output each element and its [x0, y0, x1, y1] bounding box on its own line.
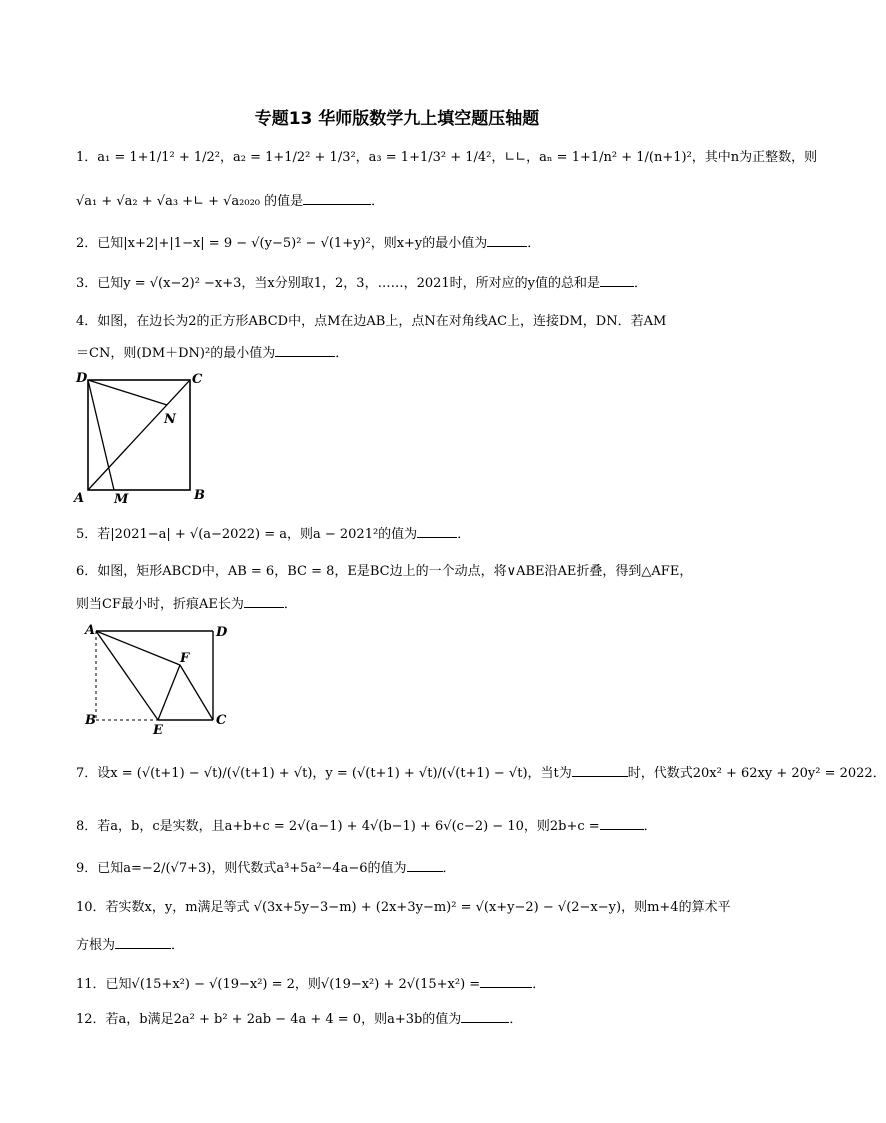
answer-blank[interactable] [480, 973, 532, 988]
question-8 [76, 815, 726, 837]
question-end: ． [371, 194, 385, 209]
label-n: N [164, 412, 176, 427]
question-12 [76, 1008, 726, 1030]
fold-ae [96, 631, 158, 720]
question-end: ． [171, 938, 185, 953]
question-text: 5．若|2021−a| + √(a−2022) = a，则a − 2021²的值为 [76, 527, 418, 542]
label-c: C [192, 372, 203, 387]
question-text: 6．如图，矩形ABCD中，AB = 6，BC = 8，E是BC边上的一个动点，将∨ABE沿AE折叠，得到△AFE， [76, 564, 693, 579]
question-end: ． [509, 1012, 523, 1027]
page-title: 专题13 华师版数学九上填空题压轴题 [254, 109, 540, 129]
answer-blank[interactable] [600, 272, 634, 287]
segment-fc [180, 665, 213, 720]
question-text: 12．若a，b满足2a² + b² + 2ab − 4a + 4 = 0，则a+3b的值为 [76, 1012, 462, 1027]
question-1-line-2 [76, 190, 726, 212]
question-end: ． [283, 597, 297, 612]
question-text: 3．已知y = √(x−2)² −x+3，当x分别取1，2，3，……，2021时，所对应的y值的总和是 [76, 276, 600, 291]
figure-square-abcd [70, 368, 210, 510]
label-d: D [216, 625, 228, 640]
label-d: D [76, 371, 88, 386]
question-end: ． [442, 861, 456, 876]
question-2 [76, 232, 726, 254]
answer-blank[interactable] [275, 342, 335, 357]
question-text: 8．若a，b，c是实数，且a+b+c = 2√(a−1) + 4√(b−1) + 6√(c−2) − 10，则2b+c = [76, 819, 600, 834]
question-end: ． [532, 977, 546, 992]
label-c: C [216, 713, 227, 728]
question-10-line-2 [76, 934, 726, 956]
question-11 [76, 973, 726, 995]
question-text: 9．已知a=−2/(√7+3)，则代数式a³+5a²−4a−6的值为 [76, 861, 407, 876]
question-6-line-2 [76, 593, 726, 615]
question-text: 4．如图，在边长为2的正方形ABCD中，点M在边AB上，点N在对角线AC上，连接DM，DN．若AM [76, 314, 667, 329]
question-end: ． [335, 346, 349, 361]
question-3 [76, 272, 726, 294]
label-f: F [180, 651, 190, 666]
question-text: 7．设x = (√(t+1) − √t)/(√(t+1) + √t)，y = (√(t+1) + √t)/(√(t+1) − √t)，当t为 [76, 766, 572, 781]
segment-dm [88, 380, 114, 490]
label-m: M [114, 492, 129, 507]
segment-dn [88, 380, 167, 405]
question-text: √a₁ + √a₂ + √a₃ +∟ + √a₂₀₂₀ 的值是 [76, 194, 304, 209]
label-e: E [153, 723, 163, 738]
answer-blank[interactable] [572, 762, 628, 777]
question-tail: 时，代数式20x² + 62xy + 20y² = 2022． [627, 766, 886, 781]
question-5 [76, 523, 726, 545]
question-text: 10．若实数x，y，m满足等式 √(3x+5y−3−m) + (2x+3y−m)² = √(x+y−2) − √(2−x−y)，则m+4的算术平 [76, 900, 731, 915]
answer-blank[interactable] [407, 857, 443, 872]
question-text: 11．已知√(15+x²) − √(19−x²) = 2，则√(19−x²) + 2√(15+x²) = [76, 977, 481, 992]
question-text: 1．a₁ = 1+1/1² + 1/2²，a₂ = 1+1/2² + 1/3²，a₃ = 1+1/3² + 1/4²，∟∟，aₙ = 1+1/n² + 1/(n+1)²，其中n为正整数，则 [76, 150, 818, 165]
question-text: 方根为 [76, 938, 116, 953]
answer-blank[interactable] [303, 190, 371, 205]
question-text: 2．已知|x+2|+|1−x| = 9 − √(y−5)² − √(1+y)²，则x+y的最小值为 [76, 236, 488, 251]
answer-blank[interactable] [487, 232, 527, 247]
answer-blank[interactable] [417, 523, 457, 538]
question-7 [76, 762, 886, 784]
question-4-line-1 [76, 312, 726, 332]
label-b: B [85, 713, 96, 728]
question-1-line-1 [76, 148, 818, 168]
label-a: A [74, 491, 85, 506]
question-end: ． [457, 527, 471, 542]
question-6-line-1 [76, 562, 726, 582]
segment-fe [158, 665, 180, 720]
label-a: A [85, 623, 96, 638]
label-b: B [194, 488, 205, 503]
question-end: ． [643, 819, 657, 834]
question-end: ． [527, 236, 541, 251]
answer-blank[interactable] [461, 1008, 509, 1023]
question-end: ． [634, 276, 648, 291]
answer-blank[interactable] [244, 593, 284, 608]
question-text: 则当CF最小时，折痕AE长为 [76, 597, 244, 612]
figure-rectangle-fold [80, 620, 240, 740]
answer-blank[interactable] [600, 815, 644, 830]
question-4-line-2 [76, 342, 726, 364]
question-9 [76, 857, 726, 879]
question-text: ＝CN，则(DM＋DN)²的最小值为 [76, 346, 276, 361]
question-10-line-1 [76, 898, 731, 918]
answer-blank[interactable] [115, 934, 171, 949]
